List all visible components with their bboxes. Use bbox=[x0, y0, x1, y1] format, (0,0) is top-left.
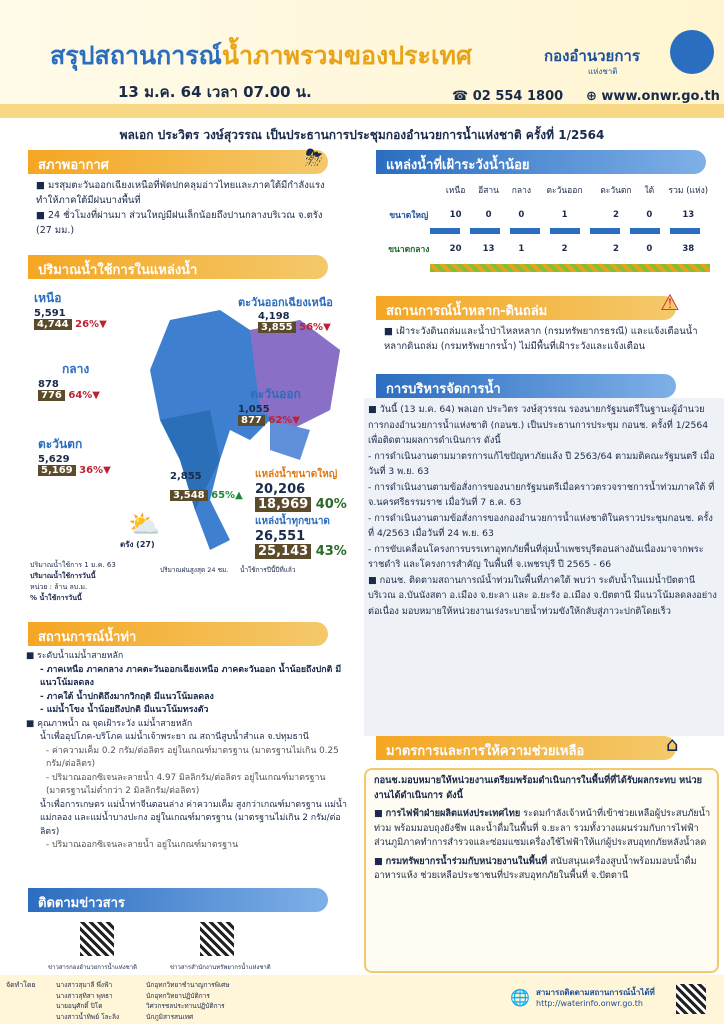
region-south: ใต้ 2,855 3,548 65%▲ bbox=[170, 452, 243, 501]
rain-label: ตรัง (27) bbox=[120, 540, 155, 549]
report-date: 13 ม.ค. 64 เวลา 07.00 น. bbox=[118, 83, 312, 101]
weather-text: ■ มรสุมตะวันออกเฉียงเหนือที่พัดปกคลุมอ่าวไทยและภาคใต้มีกำลังแรง ทำให้ภาคใต้มีฝนบางพื้นที่ ■ 24 ชั่วโมงที่ผ่านมา ส่วนใหญ่มีฝนเล็กน้อยถึงปานกลางบริเวณ จ.ตรัง (27 มม.) bbox=[36, 180, 325, 236]
credit-roles: นักอุทกวิทยาชำนาญการพิเศษ นักอุทกวิทยาปฏิบัติการ วิศวกรชลประทานปฏิบัติการ นักภูมิสารสนเทศ bbox=[146, 981, 230, 1021]
manage-text: ■ วันนี้ (13 ม.ค. 64) พลเอก ประวิตร วงษ์สุวรรณ รองนายกรัฐมนตรีในฐานะผู้อำนวยการกองอำนวยการน้ำแห่งชาติ (กอนช.) เป็นประธานการประชุม กอนช. ครั้งที่ 1/2564 เพื่อติดตามผลการดำเนินการ ดังนี้ - การดำเนินงานตามมาตรการแก้ไขปัญหาภัยแล้ง ปี 2563/64 ตามมติคณะรัฐมนตรี เมื่อวันที่ 3 พ.ย. 63 - การดำเนินงานตามข้อสั่งการของนายกรัฐมนตรีเมื่อคราวตรวจราชการน้ำท่วมภาคใต้ ที่ จ.นครศรีธรรมราช เมื่อวันที่ 7 ธ.ค. 63 - การดำเนินงานตามข้อสั่งการของกองอำนวยการน้ำแห่งชาติในคราวประชุมกอนช. ครั้งที่ 4/2563 เมื่อวันที่ 24 พ.ย. 63 - การขับเคลื่อนโครงการบรรเทาอุทกภัยพื้นที่ลุ่มน้ำเพชรบุรีตอนล่างอันเนื่องมาจากพระราชดำริ และโครงการสำคัญ ในพื้นที่ จ.เพชรบุรี ปี 2565 - 66 ■ กอนช. ติดตามสถานการณ์น้ำท่วมในพื้นที่ภาคใต้ พบว่า ระดับน้ำในแม่น้ำปัตตานี บริเวณ อ.บันนังสตา อ.เมือง จ.ยะลา และ อ.ยะรัง อ.เมือง จ.ปัตตานี มีแนวโน้มลดลงอย่างต่อเนื่อง มอบหมายให้หน่วยงานเร่งระบายน้ำท่วมขังให้กลับสู่ภาวะปกติโดยเร็ว bbox=[368, 404, 717, 617]
large-source-summary: แหล่งน้ำขนาดใหญ่ 20,206 18,969 40% แหล่งน้ำทุกขนาด 26,551 25,143 43% bbox=[255, 469, 347, 559]
header-wave bbox=[0, 104, 724, 118]
map-legend: ปริมาณน้ำใช้การ 1 ม.ค. 63 ปริมาณน้ำใช้การวันนี้ หน่วย : ล้าน ลบ.ม. % น้ำใช้การวันนี้ bbox=[30, 561, 116, 602]
low-water-title: แหล่งน้ำที่เฝ้าระวังน้ำน้อย bbox=[376, 150, 706, 174]
aid-text: กอนช.มอบหมายให้หน่วยงานเตรียมพร้อมดำเนินการในพื้นที่ที่ได้รับผลกระทบ หน่วยงานได้ดำเนินการ ดังนี้ ■ การไฟฟ้าฝ่ายผลิตแห่งประเทศไทย ระดมกำลังเจ้าหน้าที่เข้าช่วยเหลือผู้ประสบภัยน้ำท่วม พร้อมมอบถุงยังชีพ และน้ำดื่มในพื้นที่ จ.ยะลา รวมทั้งวางแผนร่วมกับการไฟฟ้าส่วนภูมิภาคทำการสำรวจและซ่อมแซมเครื่องใช้ไฟฟ้าให้แก่ผู้ประสบอุทกภัยหลังน้ำลด ■ กรมทรัพยากรน้ำร่วมกับหน่วยงานในพื้นที่ สนับสนุนเครื่องสูบน้ำพร้อมมอบน้ำดื่ม อาหารแห้ง ช่วยเหลือประชาชนที่ประสบอุทกภัยในพื้นที่ จ.ปัตตานี bbox=[374, 775, 711, 881]
globe-icon: 🌐 bbox=[510, 988, 530, 1007]
news-title: ติดตามข่าวสาร bbox=[28, 888, 328, 912]
meeting-headline: พลเอก ประวิตร วงษ์สุวรรณ เป็นประธานการประชุมกองอำนวยการน้ำแห่งชาติ ครั้งที่ 1/2564 bbox=[119, 128, 605, 142]
waterinfo-link[interactable]: http://waterinfo.onwr.go.th bbox=[536, 999, 643, 1008]
warning-icon: ⚠ bbox=[660, 291, 680, 316]
river-text: ■ ระดับน้ำแม่น้ำสายหลัก - ภาคเหนือ ภาคกลาง ภาคตะวันออกเฉียงเหนือ ภาคตะวันออก น้ำน้อยถึงปกติ มีแนวโน้มลดลง - ภาคใต้ น้ำปกติถึงมากวิกฤติ มีแนวโน้มลดลง - แม่น้ำโขง น้ำน้อยถึงปกติ มีแนวโน้มทรงตัว ■ คุณภาพน้ำ ณ จุดเฝ้าระวัง แม่น้ำสายหลัก น้ำเพื่ออุปโภค-บริโภค แม่น้ำเจ้าพระยา ณ สถานีสูบน้ำสำแล จ.ปทุมธานี - ค่าความเค็ม 0.2 กรัม/ต่อลิตร อยู่ในเกณฑ์มาตรฐาน (มาตรฐานไม่เกิน 0.25 กรัม/ต่อลิตร) - ปริมาณออกซิเจนละลายน้ำ 4.97 มิลลิกรัม/ต่อลิตร อยู่ในเกณฑ์มาตรฐาน (มาตรฐานไม่ต่ำกว่า 2 มิลลิกรัม/ต่อลิตร) น้ำเพื่อการเกษตร แม่น้ำท่าจีนตอนล่าง ค่าความเค็ม สูงกว่าเกณฑ์มาตรฐาน แม่น้ำแม่กลอง และแม่น้ำบางปะกง อยู่ในเกณฑ์มาตรฐาน (มาตรฐานไม่เกิน 2 กรัม/ต่อลิตร) - ปริมาณออกซิเจนละลายน้ำ อยู่ในเกณฑ์มาตรฐาน bbox=[26, 651, 347, 850]
volume-title: ปริมาณน้ำใช้การในแหล่งน้ำ bbox=[28, 255, 328, 279]
credits: จัดทำโดย bbox=[6, 981, 36, 989]
region-central: กลาง 878 776 64%▼ bbox=[38, 362, 100, 401]
onwr-logo-icon bbox=[670, 30, 714, 74]
region-north: เหนือ 5,591 4,744 26%▼ bbox=[34, 291, 107, 330]
house-icon: ⌂ bbox=[666, 732, 679, 756]
rain-legend: ปริมาณฝนสูงสุด 24 ชม. bbox=[160, 566, 229, 574]
landslide-title: สถานการณ์น้ำหลาก-ดินถล่ม bbox=[376, 296, 676, 320]
qr-code-waterinfo[interactable] bbox=[676, 984, 706, 1014]
weather-icon: ⛈ bbox=[305, 146, 323, 171]
aid-title: มาตรการและการให้ความช่วยเหลือ bbox=[376, 736, 676, 760]
qr-caption-2: ข่าวสารสำนักงานทรัพยากรน้ำแห่งชาติ bbox=[170, 964, 271, 971]
weather-title: สภาพอากาศ bbox=[28, 150, 328, 174]
website-link[interactable]: ⊕ www.onwr.go.th bbox=[586, 89, 720, 104]
medium-bar bbox=[430, 264, 710, 272]
credit-names: นางสาวสุมาลี พึ่งฟ้า นางสาวสุทิสา พุทธา นายอนุศักดิ์ ปิโต นางสาวน้ำทิพย์ โละลิง bbox=[56, 981, 120, 1021]
follow-text: สามารถติดตามสถานการณ์น้ำได้ที่ bbox=[536, 988, 655, 997]
large-bar bbox=[430, 228, 710, 234]
trend-legend: น้ำใช้การปีนี้ปีที่แล้ว bbox=[240, 566, 296, 574]
region-east: ตะวันออก 1,055 877 62%▼ bbox=[238, 387, 301, 426]
region-west: ตะวันตก 5,629 5,169 36%▼ bbox=[38, 437, 111, 476]
qr-caption-1: ข่าวสารกองอำนวยการน้ำแห่งชาติ bbox=[48, 964, 138, 971]
low-water-table: เหนือ อีสาน กลาง ตะวันออก ตะวันตก ใต้ รวม (แห่ง) ขนาดใหญ่ 10 0 0 1 2 0 13 ขนาดกลาง 20 13 1 2 2 0 38 bbox=[388, 186, 709, 255]
rain-cloud-icon: ⛅ bbox=[128, 510, 161, 540]
phone-number[interactable]: ☎ 02 554 1800 bbox=[452, 89, 564, 104]
qr-code-dwr[interactable] bbox=[200, 922, 234, 956]
river-title: สถานการณ์น้ำท่า bbox=[28, 622, 328, 646]
qr-code-onwr[interactable] bbox=[80, 922, 114, 956]
landslide-text: ■ เฝ้าระวังดินถล่มและน้ำป่าไหลหลาก (กรมทรัพยากรธรณี) และแจ้งเตือนน้ำหลากดินถล่ม (กรมทรัพยากรน้ำ) ไม่มีพื้นที่เฝ้าระวังและแจ้งเตือน bbox=[384, 326, 698, 352]
region-northeast: ตะวันออกเฉียงเหนือ 4,198 3,855 56%▼ bbox=[238, 296, 333, 333]
org-sub: แห่งชาติ bbox=[588, 67, 618, 76]
org-name: กองอำนวยการ bbox=[544, 47, 640, 65]
manage-title: การบริหารจัดการน้ำ bbox=[376, 374, 676, 398]
page-title: สรุปสถานการณ์น้ำภาพรวมของประเทศ bbox=[50, 41, 472, 70]
